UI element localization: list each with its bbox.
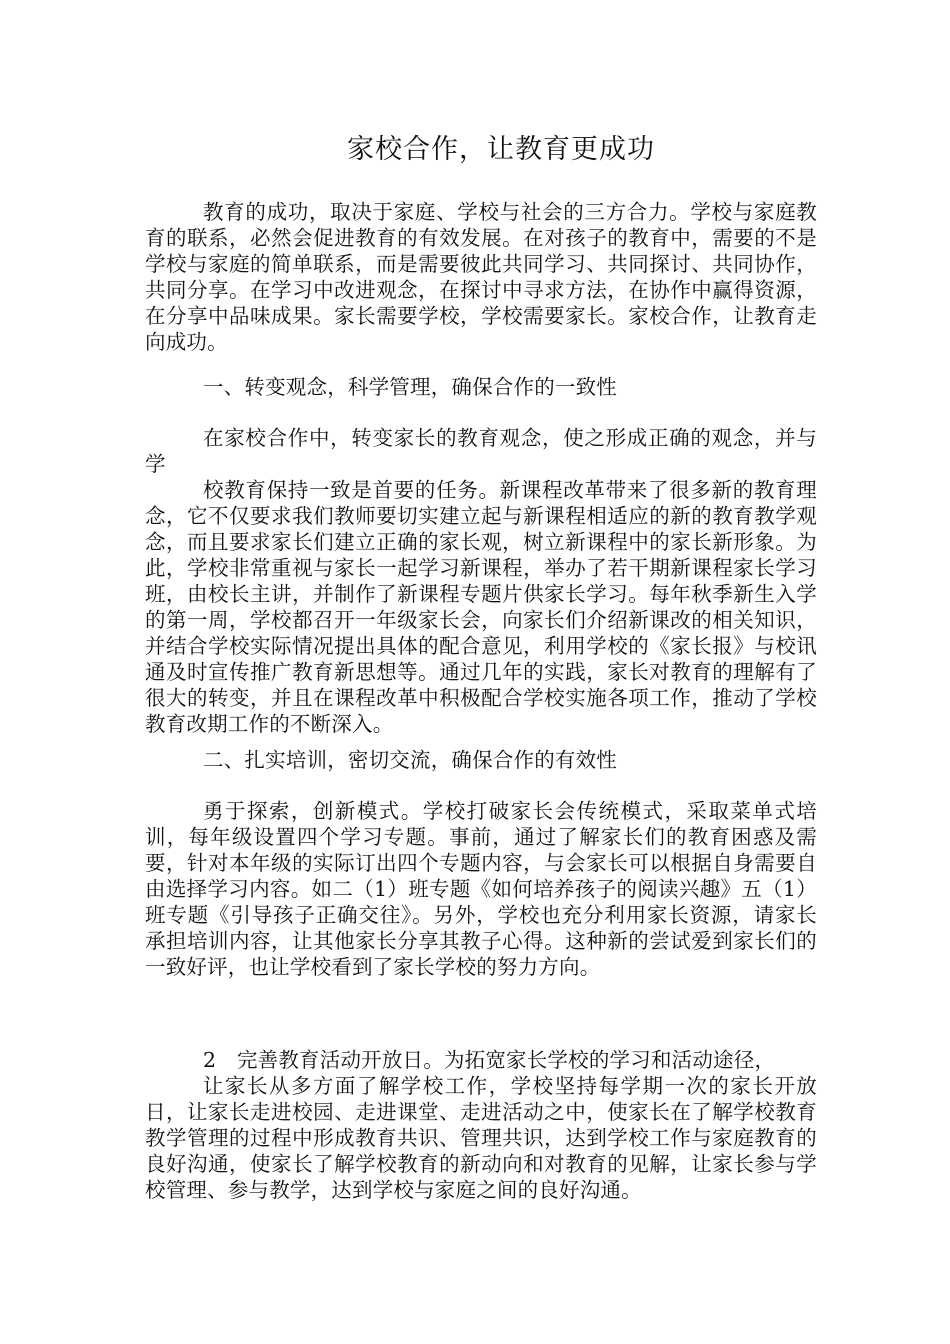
section-one-paragraph-body: 校教育保持一致是首要的任务。新课程改革带来了很多新的教育理念，它不仅要求我们教师要切实建立起与新课程相适应的新的教育教学观念，而且要求家长们建立正确的家长观，树立新课程中的家长新形象。为此，学校非常重视与家长一起学习新课程，举办了若干期新课程家长学习班，由校长主讲，并制作了新课程专题片供家长学习。每年秋季新生入学的第一周，学校都召开一年级家长会，向家长们介绍新课改的相关知识，并结合学校实际情况提出具体的配合意见，利用学校的《家长报》与校讯通及时宣传推广教育新思想等。通过几年的实践，家长对教育的理解有了很大的转变，并且在课程改革中积极配合学校实施各项工作，推动了学校教育改期工作的不断深入。 <box>145 478 817 736</box>
section-two-paragraph: 勇于探索，创新模式。学校打破家长会传统模式，采取菜单式培训，每年级设置四个学习专题。事前，通过了解家长们的教育困惑及需要，针对本年级的实际订出四个专题内容，与会家长可以根据自身需要自由选择学习内容。如二（1）班专题《如何培养孩子的阅读兴趣》五（1）班专题《引导孩子正确交往》。另外，学校也充分利用家长资源，请家长承担培训内容，让其他家长分享其教子心得。这种新的尝试爱到家长们的一致好评，也让学校看到了家长学校的努力方向。 <box>145 799 817 979</box>
section-two-heading: 二、扎实培训，密切交流，确保合作的有效性 <box>203 748 617 772</box>
section-one-paragraph-start: 在家校合作中，转变家长的教育观念，使之形成正确的观念，并与学 <box>145 426 817 476</box>
section-three-paragraph-body: 让家长从多方面了解学校工作，学校坚持每学期一次的家长开放日，让家长走进校园、走进课堂、走进活动之中，使家长在了解学校教育教学管理的过程中形成教育共识、管理共识，达到学校工作与家庭教育的良好沟通，使家长了解学校教育的新动向和对教育的见解，让家长参与学校管理、参与教学，达到学校与家庭之间的良好沟通。 <box>145 1074 817 1202</box>
document-title: 家校合作，让教育更成功 <box>347 134 655 165</box>
section-three-paragraph-start: 2 完善教育活动开放日。为拓宽家长学校的学习和活动途径， <box>203 1048 776 1072</box>
section-one-heading: 一、转变观念，科学管理，确保合作的一致性 <box>203 375 617 399</box>
intro-paragraph: 教育的成功，取决于家庭、学校与社会的三方合力。学校与家庭教育的联系，必然会促进教育的有效发展。在对孩子的教育中，需要的不是学校与家庭的简单联系，而是需要彼此共同学习、共同探讨、共同协作，共同分享。在学习中改进观念，在探讨中寻求方法，在协作中赢得资源，在分享中品味成果。家长需要学校，学校需要家长。家校合作，让教育走向成功。 <box>145 200 817 354</box>
